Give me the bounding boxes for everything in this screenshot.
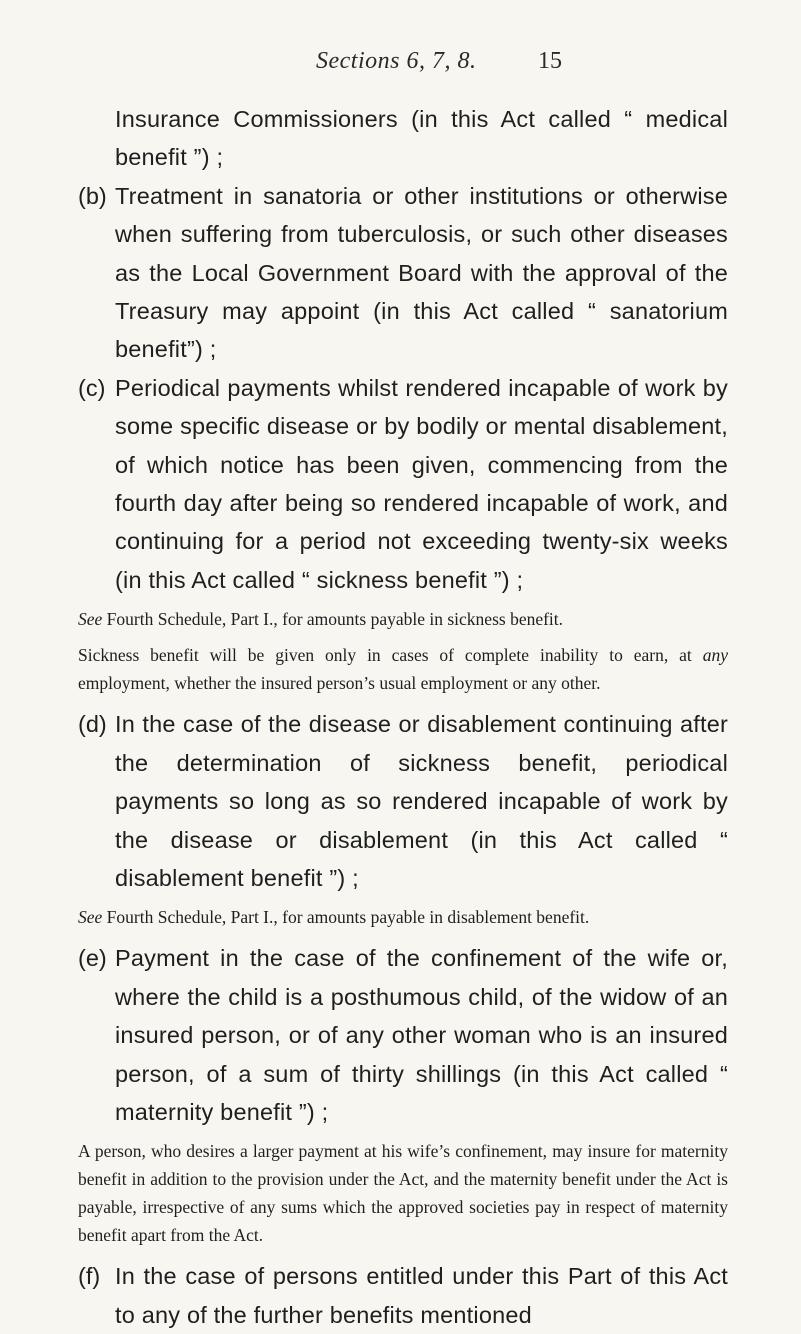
clause-b	[78, 177, 728, 369]
clause-d-text: In the case of the disease or disablement continuing after the determination of sickness benefit, periodical payments so long as so rendered incapable of work by the disease or disablement (in this Act called “ disablement benefit ”) ;	[115, 711, 728, 891]
note-text: Fourth Schedule, Part I., for amounts payable in sickness benefit.	[102, 609, 564, 630]
clause-b-text: Treatment in sanatoria or other institutions or otherwise when suffering from tuberculosis, or such other diseases as the Local Government Board with the approval of the Treasury may appoint (in this Act called “ sanatorium benefit”) ;	[115, 182, 728, 363]
note-see: See	[78, 907, 103, 928]
clause-c-label: (c)	[78, 374, 106, 401]
clause-b-label: (b)	[78, 182, 107, 209]
note-see: See	[78, 609, 103, 630]
clause-e-label: (e)	[78, 945, 107, 972]
note-text: employment, whether the insured person’s usual employment or any other.	[78, 673, 601, 694]
page-number: 15	[538, 48, 562, 74]
clause-f	[78, 1257, 728, 1334]
note-sickness-schedule	[78, 605, 728, 633]
body-text	[78, 100, 728, 1334]
clause-d-label: (d)	[78, 711, 107, 738]
clause-f-text: In the case of persons entitled under this Part of this Act to any of the further benefits mentioned	[115, 1263, 728, 1328]
clause-e	[78, 939, 728, 1131]
note-maternity: A person, who desires a larger payment at his wife’s confinement, may insure for maternity benefit in addition to the provision under the Act, and the maternity benefit under the Act is payable, irrespective of any sums which the approved societies pay in respect of maternity benefit apart from the Act.	[78, 1141, 728, 1246]
clause-d	[78, 705, 728, 897]
note-text: Fourth Schedule, Part I., for amounts payable in disablement benefit.	[102, 907, 590, 928]
running-title: Sections 6, 7, 8.	[316, 48, 477, 74]
clause-c	[78, 369, 728, 599]
running-head	[0, 46, 801, 86]
note-text: Sickness benefit will be given only in cases of complete inability to earn, at	[78, 645, 703, 666]
clause-e-text: Payment in the case of the confinement of the wife or, where the child is a posthumous child, of the widow of an insured person, or of any other woman who is an insured person, of a sum of thirty shillings (in this Act called “ maternity benefit ”) ;	[115, 945, 728, 1125]
intro-paragraph: Insurance Commissioners (in this Act called “ medical benefit ”) ;	[115, 106, 728, 171]
note-emphasis: any	[702, 645, 728, 666]
clause-c-text: Periodical payments whilst rendered incapable of work by some specific disease or by bodily or mental disablement, of which notice has been given, commencing from the fourth day after being so rendered incapable of work, and continuing for a period not exceeding twenty-six weeks (in this Act called “ sickness benefit ”) ;	[115, 374, 728, 593]
note-sickness-inability	[78, 641, 728, 697]
note-disablement-schedule	[78, 903, 728, 931]
clause-f-label: (f)	[78, 1263, 101, 1290]
